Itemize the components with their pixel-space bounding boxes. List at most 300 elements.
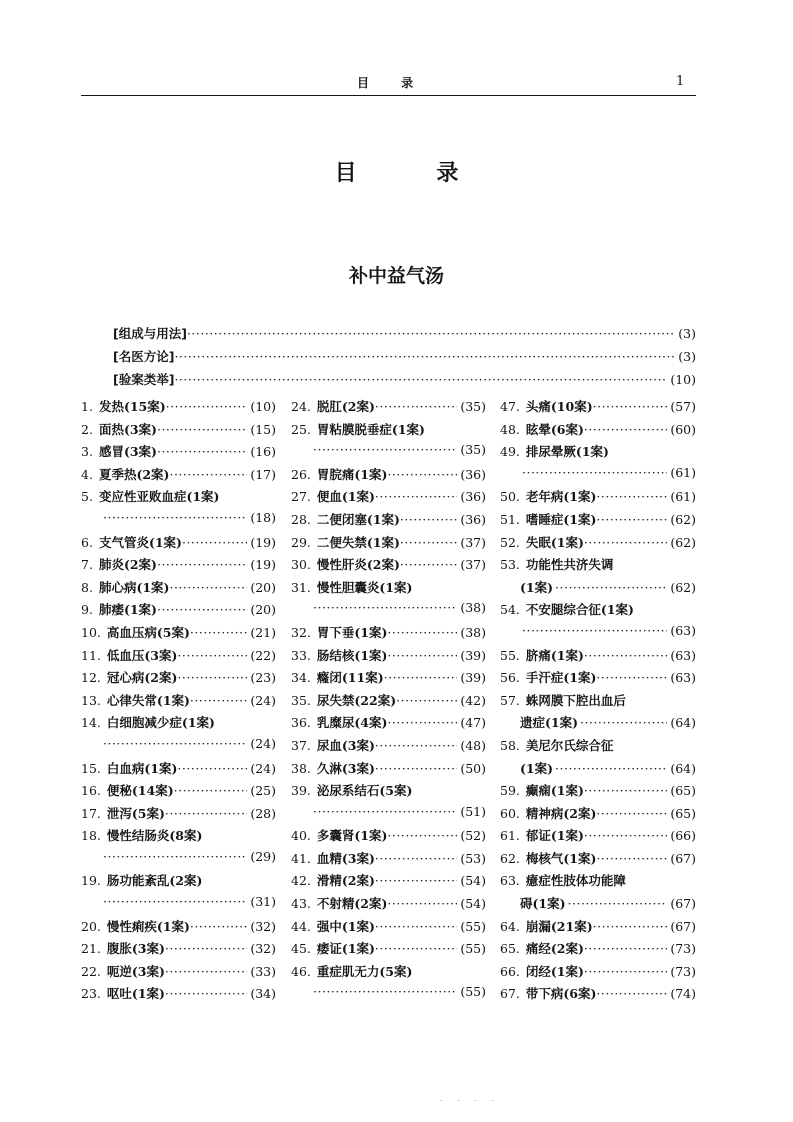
toc-entry-number: 20. (81, 918, 101, 934)
leader-dots (375, 738, 457, 753)
leader-dots (400, 512, 457, 527)
toc-entry[interactable] (81, 555, 276, 578)
toc-entry-page: (54) (460, 873, 486, 889)
leader-dots (596, 670, 667, 685)
leader-dots (584, 783, 667, 798)
toc-entry-page: (39) (460, 647, 486, 663)
toc-entry[interactable] (500, 849, 696, 872)
toc-entry-page: (48) (460, 737, 486, 753)
toc-entry-page: (3) (678, 326, 696, 341)
toc-entry[interactable] (81, 487, 276, 510)
toc-entry-number: 13. (81, 692, 101, 708)
toc-entry[interactable] (291, 487, 486, 510)
toc-entry-number: 16. (81, 783, 101, 799)
toc-entry-number: 7. (81, 557, 93, 573)
toc-entry-number: 31. (291, 579, 311, 595)
toc-entry-title: 呃逆(3案) (106, 963, 165, 979)
leader-dots (580, 715, 667, 730)
leader-dots (387, 828, 457, 843)
toc-entry-title: 便血(1案) (316, 489, 375, 505)
toc-entry-title: 乳糜尿(4案) (316, 715, 388, 731)
toc-entry[interactable] (291, 917, 486, 940)
leader-dots (169, 467, 247, 482)
toc-entry-title: (1案) (520, 579, 554, 595)
toc-entry-continuation[interactable] (291, 804, 486, 827)
leader-dots (375, 919, 457, 934)
leader-dots (187, 326, 675, 341)
toc-entry[interactable] (500, 397, 696, 420)
toc-entry-number: 49. (500, 444, 520, 460)
toc-entry-title: 肺炎(2案) (98, 557, 157, 573)
toc-entry-number: 32. (291, 624, 311, 640)
toc-entry[interactable] (500, 668, 696, 691)
toc-column-1 (81, 397, 276, 1007)
leader-dots (387, 648, 457, 663)
toc-entry-title: 滑精(2案) (316, 873, 375, 889)
toc-entry[interactable] (500, 420, 696, 443)
toc-entry-continuation[interactable] (500, 713, 696, 736)
toc-entry-title: 头痛(10案) (525, 399, 593, 414)
toc-entry-title: 带下病(6案) (525, 986, 597, 1002)
toc-entry-title: 冠心病(2案) (106, 670, 178, 686)
toc-entry-page: (24) (250, 760, 276, 776)
toc-entry-page: (37) (460, 534, 486, 550)
toc-entry-number: 61. (500, 828, 520, 844)
toc-entry[interactable] (291, 420, 486, 443)
toc-entry-continuation[interactable] (291, 442, 486, 465)
toc-entry[interactable] (500, 691, 696, 714)
toc-entry-number: 64. (500, 918, 520, 934)
toc-entry-page: (55) (460, 941, 486, 957)
toc-entry[interactable] (81, 646, 276, 669)
toc-entry[interactable] (81, 917, 276, 940)
toc-entry-page: (33) (250, 963, 276, 979)
toc-entry-title: 老年病(1案) (525, 489, 597, 505)
toc-entry-page: (62) (670, 511, 696, 527)
leader-dots (596, 512, 667, 527)
toc-entry-continuation[interactable] (81, 849, 276, 872)
toc-entry-page: (64) (670, 760, 696, 776)
toc-entry[interactable] (81, 623, 276, 646)
toc-entry-title: 慢性结肠炎(8案) (106, 828, 203, 844)
toc-entry-number: 8. (81, 579, 93, 595)
toc-entry-title: 支气管炎(1案) (98, 534, 182, 550)
toc-entry-continuation[interactable] (500, 894, 696, 917)
toc-entry-composition[interactable] (113, 324, 696, 346)
toc-entry-page: (3) (678, 349, 696, 364)
toc-entry[interactable] (291, 623, 486, 646)
toc-entry[interactable] (81, 759, 276, 782)
toc-entry[interactable] (291, 397, 486, 420)
toc-entry-continuation[interactable] (81, 736, 276, 759)
toc-entry-title: 尿失禁(22案) (316, 692, 397, 708)
leader-dots (103, 510, 247, 525)
leader-dots (593, 919, 668, 934)
leader-dots (596, 986, 667, 1001)
leader-dots (522, 623, 667, 638)
toc-entry-page: (10) (250, 399, 276, 414)
toc-entry-page: (39) (460, 670, 486, 686)
toc-entry-page: (35) (460, 399, 486, 414)
toc-entry-title: 久淋(3案) (316, 760, 375, 776)
toc-entry[interactable] (81, 600, 276, 623)
toc-entry-number: 21. (81, 941, 101, 957)
toc-entry[interactable] (81, 826, 276, 849)
toc-entry-title: 强中(1案) (316, 918, 375, 934)
toc-entry-page: (22) (250, 647, 276, 663)
toc-entry-page: (66) (670, 828, 696, 844)
leader-dots (313, 984, 457, 999)
toc-entry-title: 脐痛(1案) (525, 647, 584, 663)
leader-dots (169, 580, 247, 595)
toc-entry[interactable] (291, 578, 486, 601)
toc-entry-title: 手汗症(1案) (525, 670, 597, 686)
toc-entry-continuation[interactable] (500, 578, 696, 601)
leader-dots (584, 964, 667, 979)
toc-entry-title: 变应性亚败血症(1案) (98, 489, 220, 505)
leader-dots (584, 535, 667, 550)
leader-dots (375, 873, 457, 888)
toc-entry[interactable] (81, 578, 276, 601)
leader-dots (593, 399, 668, 414)
toc-entry[interactable] (500, 442, 696, 465)
leader-dots (375, 851, 457, 866)
leader-dots (387, 715, 457, 730)
toc-entry-title: 夏季热(2案) (98, 466, 170, 482)
toc-entry-title: 碍(1案) (520, 896, 566, 912)
toc-entry-number: 44. (291, 918, 311, 934)
toc-entry-continuation[interactable] (500, 465, 696, 488)
toc-entry[interactable] (500, 781, 696, 804)
leader-dots (190, 625, 247, 640)
toc-entry-number: 35. (291, 692, 311, 708)
leader-dots (177, 761, 247, 776)
toc-entry[interactable] (500, 510, 696, 533)
toc-entry-number: 42. (291, 873, 311, 889)
toc-entry[interactable] (291, 871, 486, 894)
leader-dots (596, 806, 667, 821)
leader-dots (103, 849, 247, 864)
toc-entry-page: (38) (460, 600, 486, 616)
toc-entry-number: 23. (81, 986, 101, 1002)
leader-dots (584, 941, 667, 956)
toc-entry-page: (73) (670, 941, 696, 957)
toc-entry-page: (10) (670, 372, 696, 387)
toc-entry[interactable] (500, 487, 696, 510)
toc-entry-number: 30. (291, 557, 311, 573)
leader-dots (387, 625, 457, 640)
toc-entry[interactable] (500, 736, 696, 759)
toc-entry[interactable] (81, 871, 276, 894)
toc-entry[interactable] (500, 600, 696, 623)
toc-entry-number: 36. (291, 715, 311, 731)
toc-entry-title: 高血压病(5案) (106, 624, 190, 640)
toc-entry[interactable] (81, 533, 276, 556)
toc-entry-page: (36) (460, 489, 486, 505)
toc-entry[interactable] (291, 713, 486, 736)
toc-entry[interactable] (500, 533, 696, 556)
toc-entry-title: 痿证(1案) (316, 941, 375, 957)
toc-entry-number: 52. (500, 534, 520, 550)
leader-dots (165, 806, 247, 821)
toc-entry-continuation[interactable] (291, 984, 486, 1007)
toc-entry[interactable] (500, 984, 696, 1007)
toc-entry-continuation[interactable] (81, 510, 276, 533)
toc-entry-page: (67) (670, 850, 696, 866)
toc-entry-continuation[interactable] (500, 759, 696, 782)
toc-entry[interactable] (291, 759, 486, 782)
toc-entry[interactable] (81, 939, 276, 962)
toc-entry-title: 嗜睡症(1案) (525, 511, 597, 527)
leader-dots (375, 941, 457, 956)
toc-entry-page: (37) (460, 557, 486, 573)
toc-entry-title: (1案) (520, 760, 554, 776)
toc-entry-title: 不安腿综合征(1案) (525, 602, 634, 618)
leader-dots (157, 557, 247, 572)
toc-entry-page: (61) (670, 489, 696, 505)
toc-entry-number: 22. (81, 963, 101, 979)
toc-entry[interactable] (291, 736, 486, 759)
toc-entry[interactable] (81, 420, 276, 443)
toc-entry-number: 19. (81, 873, 101, 889)
leader-dots (190, 919, 247, 934)
toc-entry[interactable] (291, 510, 486, 533)
toc-entry-title: 尿血(3案) (316, 737, 375, 753)
toc-entry[interactable] (291, 465, 486, 488)
leader-dots (157, 422, 247, 437)
leader-dots (596, 851, 667, 866)
toc-entry-number: 33. (291, 647, 311, 663)
toc-entry-title: 白细胞减少症(1案) (106, 715, 215, 731)
toc-entry-page: (55) (460, 984, 486, 1000)
toc-entry-title: 二便失禁(1案) (316, 534, 400, 550)
toc-entry[interactable] (81, 984, 276, 1007)
toc-entry-page: (36) (460, 466, 486, 482)
toc-entry-page: (35) (460, 442, 486, 458)
toc-entry-page: (67) (670, 896, 696, 912)
section-title: 补中益气汤 (348, 265, 444, 287)
toc-entry-title: 不射精(2案) (316, 896, 388, 912)
toc-entry-cases[interactable] (113, 370, 696, 392)
toc-entry-page: (19) (250, 557, 276, 573)
toc-entry-number: 12. (81, 670, 101, 686)
toc-entry-number: 1. (81, 399, 93, 414)
toc-entry-page: (74) (670, 986, 696, 1002)
toc-entry-page: (23) (250, 670, 276, 686)
toc-entry[interactable] (81, 713, 276, 736)
toc-entry-title: 慢性痢疾(1案) (106, 918, 190, 934)
toc-entry[interactable] (500, 871, 696, 894)
leader-dots (182, 535, 247, 550)
toc-entry[interactable] (81, 442, 276, 465)
toc-entry-title: 癫痫(1案) (525, 783, 584, 799)
toc-entry[interactable] (81, 465, 276, 488)
leader-dots (596, 489, 667, 504)
toc-entry-continuation[interactable] (81, 894, 276, 917)
leader-dots (584, 828, 667, 843)
toc-entry-title: 腹胀(3案) (106, 941, 165, 957)
leader-dots (177, 670, 247, 685)
toc-entry-number: 67. (500, 986, 520, 1002)
toc-entry-title: 感冒(3案) (98, 444, 157, 460)
toc-entry[interactable] (291, 555, 486, 578)
toc-entry-number: 63. (500, 873, 520, 889)
leader-dots (103, 736, 247, 751)
toc-entry-page: (54) (460, 896, 486, 912)
page-number: 1 (676, 74, 685, 89)
toc-entry-title: 胃下垂(1案) (316, 624, 388, 640)
running-title: 目 录 (357, 76, 428, 90)
toc-entry-continuation[interactable] (500, 623, 696, 646)
toc-entry[interactable] (500, 804, 696, 827)
toc-entry[interactable] (291, 894, 486, 917)
leader-dots (375, 489, 457, 504)
toc-entry-number: 37. (291, 737, 311, 753)
toc-entry-number: 26. (291, 466, 311, 482)
toc-entry-page: (20) (250, 579, 276, 595)
toc-entry-number: 66. (500, 963, 520, 979)
toc-entry-page: (38) (460, 624, 486, 640)
toc-entry-page: (17) (250, 466, 276, 482)
toc-entry-title: 低血压(3案) (106, 647, 178, 663)
toc-column-3 (500, 397, 696, 1007)
toc-entry[interactable] (81, 691, 276, 714)
toc-entry-number: 27. (291, 489, 311, 505)
toc-entry-title: 多囊肾(1案) (316, 828, 388, 844)
toc-entry[interactable] (81, 804, 276, 827)
toc-entry-title: 肺痿(1案) (98, 602, 157, 618)
leader-dots (313, 442, 457, 457)
toc-entry[interactable] (500, 939, 696, 962)
toc-entry[interactable] (291, 849, 486, 872)
toc-entry[interactable] (291, 691, 486, 714)
toc-entry-continuation[interactable] (291, 600, 486, 623)
toc-entry[interactable] (81, 668, 276, 691)
leader-dots (555, 761, 667, 776)
leader-dots (157, 602, 247, 617)
toc-entry-page: (57) (670, 399, 696, 414)
scan-specks: . . . . (440, 1094, 500, 1103)
toc-column-2 (291, 397, 486, 1007)
toc-entry-title: 排尿晕厥(1案) (525, 444, 609, 460)
toc-entry[interactable] (500, 917, 696, 940)
leader-dots (165, 986, 247, 1001)
leader-dots (174, 372, 667, 387)
toc-entry-number: 43. (291, 896, 311, 912)
toc-entry-title: 脱肛(2案) (316, 399, 375, 414)
toc-entry[interactable] (291, 646, 486, 669)
toc-entry[interactable] (81, 781, 276, 804)
toc-entry-page: (63) (670, 647, 696, 663)
toc-entry-page: (61) (670, 464, 696, 480)
toc-entry-page: (63) (670, 622, 696, 638)
toc-entry-title: 梅核气(1案) (525, 850, 597, 866)
toc-entry[interactable] (291, 533, 486, 556)
toc-entry-title: 眩晕(6案) (525, 421, 584, 437)
toc-entry-number: 56. (500, 670, 520, 686)
header-divider (81, 95, 696, 96)
toc-entry-number: 48. (500, 421, 520, 437)
toc-entry-title: 肠功能紊乱(2案) (106, 873, 203, 889)
toc-entry[interactable] (291, 962, 486, 985)
toc-entry-number: 65. (500, 941, 520, 957)
toc-entry-title: 重症肌无力(5案) (316, 963, 413, 979)
toc-entry-page: (36) (460, 511, 486, 527)
leader-dots (396, 693, 457, 708)
leader-dots (375, 399, 457, 414)
leader-dots (375, 761, 457, 776)
toc-entry-number: 50. (500, 489, 520, 505)
toc-entry-title: 心律失常(1案) (106, 692, 190, 708)
toc-entry-page: (52) (460, 828, 486, 844)
toc-entry-number: 17. (81, 805, 101, 821)
toc-entry-number: 24. (291, 399, 311, 414)
toc-entry-page: (19) (250, 534, 276, 550)
leader-dots (555, 580, 667, 595)
toc-entry-page: (24) (250, 692, 276, 708)
leader-dots (190, 693, 247, 708)
toc-entry-page: (24) (250, 735, 276, 751)
toc-entry[interactable] (291, 781, 486, 804)
toc-entry[interactable] (81, 397, 276, 420)
toc-entry-number: 5. (81, 489, 93, 505)
toc-entry-title: 痛经(2案) (525, 941, 584, 957)
toc-entry-number: 34. (291, 670, 311, 686)
leader-dots (177, 648, 247, 663)
toc-entry-number: 9. (81, 602, 93, 618)
toc-entry[interactable] (500, 555, 696, 578)
toc-entry[interactable] (291, 939, 486, 962)
toc-entry-page: (31) (250, 894, 276, 910)
toc-entry-page: (51) (460, 803, 486, 819)
toc-entry-number: 6. (81, 534, 93, 550)
toc-entry-title: 呕吐(1案) (106, 986, 165, 1002)
toc-entry[interactable] (81, 962, 276, 985)
toc-entry[interactable] (500, 962, 696, 985)
toc-entry-page: (62) (670, 579, 696, 595)
leader-dots (568, 896, 668, 911)
toc-entry-page: (62) (670, 534, 696, 550)
toc-entry-title: 泌尿系结石(5案) (316, 783, 413, 799)
leader-dots (157, 444, 247, 459)
toc-entry-page: (32) (250, 941, 276, 957)
toc-entry-number: 4. (81, 466, 93, 482)
leader-dots (387, 467, 457, 482)
toc-entry[interactable] (291, 826, 486, 849)
toc-entry-page: (65) (670, 805, 696, 821)
toc-entry[interactable] (500, 826, 696, 849)
toc-entry-page: (16) (250, 444, 276, 460)
toc-entry-number: 46. (291, 963, 311, 979)
toc-entry-number: 18. (81, 828, 101, 844)
toc-entry-number: 55. (500, 647, 520, 663)
leader-dots (313, 804, 457, 819)
toc-entry-title: 功能性共济失调 (525, 557, 614, 573)
toc-entry-number: 29. (291, 534, 311, 550)
toc-entry-page: (47) (460, 715, 486, 731)
toc-entry[interactable] (291, 668, 486, 691)
toc-entry-page: (18) (250, 509, 276, 525)
leader-dots (384, 670, 458, 685)
toc-entry-commentary[interactable] (113, 347, 696, 369)
toc-entry-page: (28) (250, 805, 276, 821)
toc-entry-page: (67) (670, 918, 696, 934)
toc-entry-title: 癃闭(11案) (316, 670, 384, 686)
toc-entry-number: 58. (500, 737, 520, 753)
toc-entry-page: (15) (250, 421, 276, 437)
toc-entry-number: 40. (291, 828, 311, 844)
toc-entry[interactable] (500, 646, 696, 669)
